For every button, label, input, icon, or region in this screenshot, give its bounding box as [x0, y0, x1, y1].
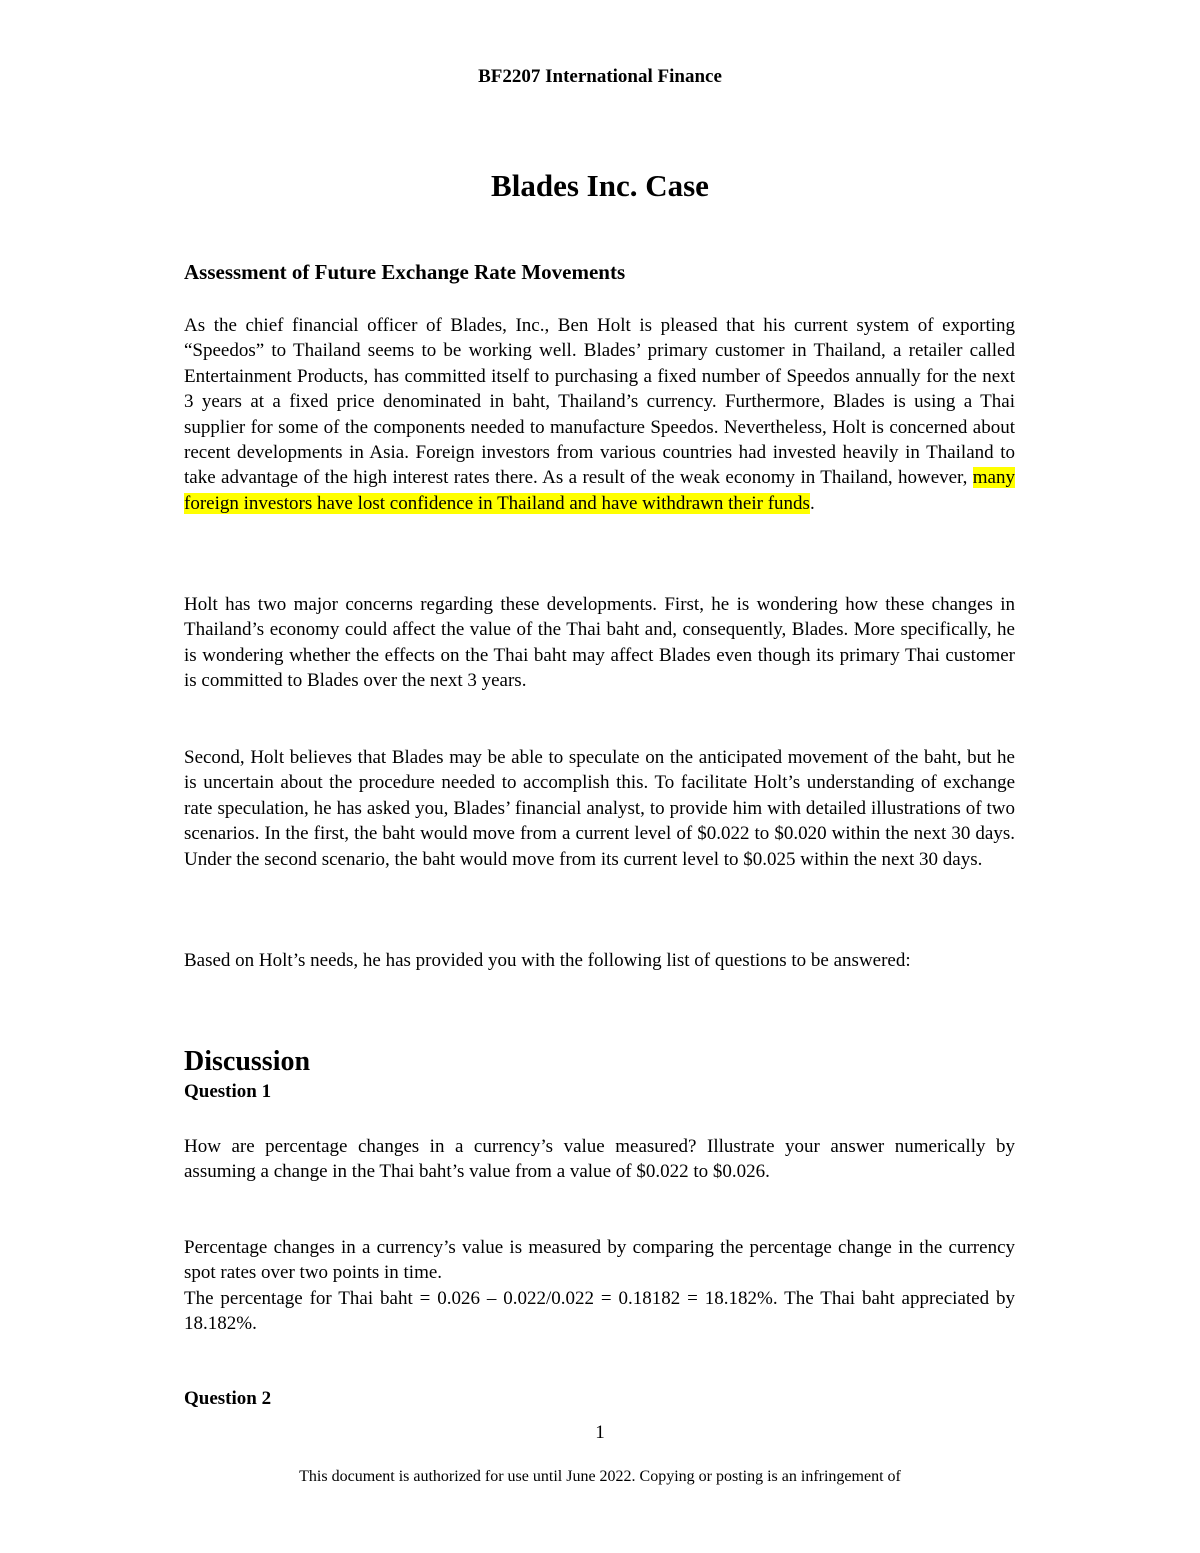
answer-1-line-2: The percentage for Thai baht = 0.026 – 0.022/0.022 = 0.18182 = 18.182%. The Thai baht appreciated by 18.182%. [184, 1287, 1015, 1335]
paragraph-3-block [184, 745, 1015, 872]
question-1-label: Question 1 [184, 1081, 272, 1102]
paragraph-1-block [184, 313, 1015, 516]
question-1-text: How are percentage changes in a currency’s value measured? Illustrate your answer numerically by assuming a change in the Thai baht’s value from a value of $0.022 to $0.026. [184, 1136, 1015, 1183]
paragraph-1 [184, 313, 1015, 516]
section-heading: Assessment of Future Exchange Rate Movements [184, 260, 626, 284]
answer-1-block [184, 1235, 1015, 1337]
question-2-label-block [184, 1388, 1015, 1410]
discussion-heading: Discussion [184, 1046, 311, 1077]
page-header: BF2207 International Finance [478, 66, 722, 87]
question-1-label-block [184, 1081, 1015, 1103]
discussion-heading-block [184, 1046, 1015, 1078]
paragraph-1-end: . [809, 492, 815, 514]
paragraph-4: Based on Holt’s needs, he has provided you with the following list of questions to be answered: [184, 950, 911, 971]
paragraph-3: Second, Holt believes that Blades may be able to speculate on the anticipated movement of the baht, but he is uncertain about the procedure needed to accomplish this. To facilitate Holt’s understanding of exchange rate speculation, he has asked you, Blades’ financial analyst, to provide him with detailed illustrations of two scenarios. In the first, the baht would move from a current level of $0.022 to $0.020 within the next 30 days. Under the second scenario, the baht would move from its current level to $0.025 within the next 30 days. [184, 747, 1015, 870]
answer-1-line-1: Percentage changes in a currency’s value is measured by comparing the percentage change in the currency spot rates over two points in time. [184, 1237, 1015, 1284]
section-heading-block [184, 260, 1015, 285]
document-title: Blades Inc. Case [491, 168, 709, 203]
page-number: 1 [595, 1422, 605, 1443]
footer-notice: This document is authorized for use until June 2022. Copying or posting is an infringement of [299, 1468, 901, 1485]
paragraph-4-block [184, 948, 1015, 973]
question-1-text-block [184, 1134, 1015, 1185]
paragraph-1-text: As the chief financial officer of Blades, Inc., Ben Holt is pleased that his current system of exporting “Speedos” to Thailand seems to be working well. Blades’ primary customer in Thailand, a retailer called Entertainment Products, has committed itself to purchasing a fixed number of Speedos annually for the next 3 years at a fixed price denominated in baht, Thailand’s currency. Furthermore, Blades is using a Thai supplier for some of the components needed to manufacture Speedos. Nevertheless, Holt is concerned about recent developments in Asia. Foreign investors from various countries had invested heavily in Thailand to take advantage of the high interest rates there. As a result of the weak economy in Thailand, however, [184, 315, 1015, 489]
question-2-label: Question 2 [184, 1388, 272, 1409]
paragraph-2: Holt has two major concerns regarding these developments. First, he is wondering how these changes in Thailand’s economy could affect the value of the Thai baht and, consequently, Blades. More specifically, he is wondering whether the effects on the Thai baht may affect Blades even though its primary Thai customer is committed to Blades over the next 3 years. [184, 594, 1015, 692]
highlighted-text: many foreign investors have lost confidence in Thailand and have withdrawn their funds [184, 467, 1015, 514]
paragraph-2-block [184, 592, 1015, 694]
